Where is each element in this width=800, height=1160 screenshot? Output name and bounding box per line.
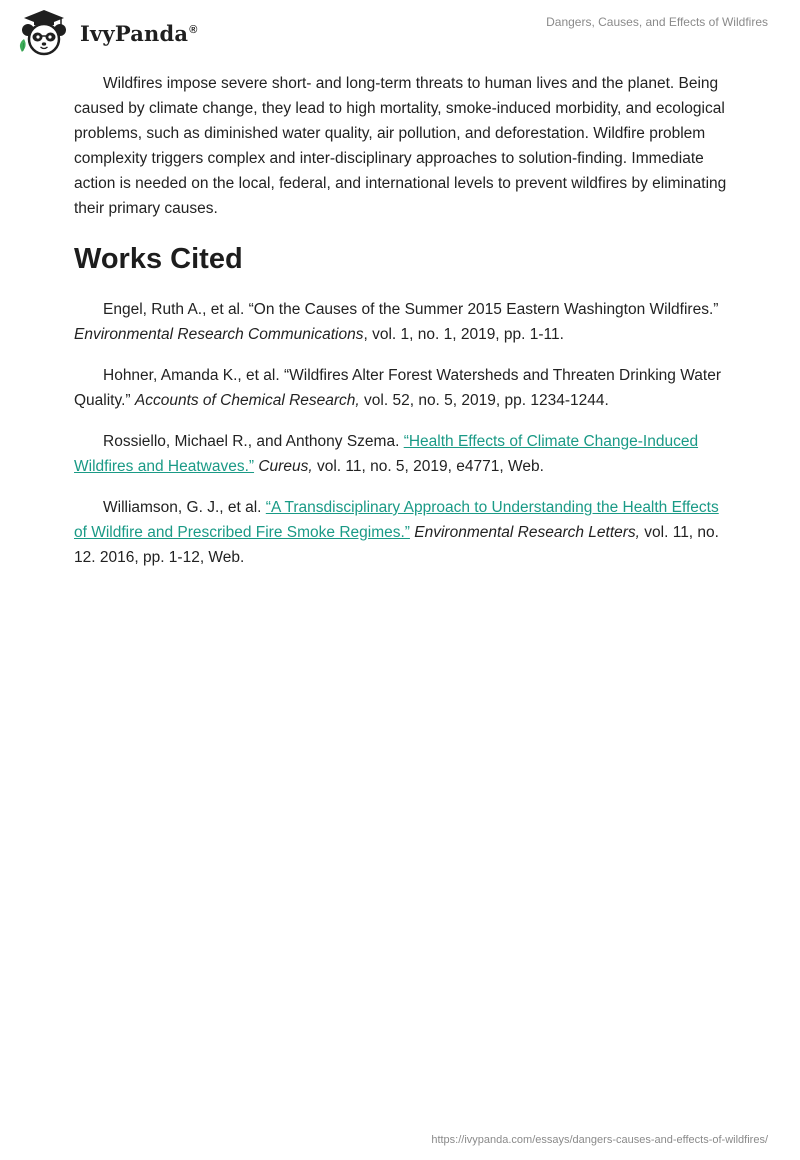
citation-authors: Williamson, G. J., et al. [103, 499, 266, 516]
document-content [74, 71, 734, 586]
citation-journal: Accounts of Chemical Research, [134, 392, 360, 409]
citation-details: , vol. 1, no. 1, 2019, pp. 1-11. [363, 326, 564, 343]
citation-authors: Engel, Ruth A., et al. [103, 301, 249, 318]
panda-graduate-logo-icon [14, 8, 74, 56]
logo-wordmark [80, 21, 198, 46]
document-title: Dangers, Causes, and Effects of Wildfires [546, 15, 768, 29]
page-header [0, 0, 800, 64]
citation-rossiello [74, 429, 734, 479]
works-cited-heading: Works Cited [74, 243, 243, 275]
citation-authors: Hohner, Amanda K., et al. [103, 367, 284, 384]
citation-journal: Environmental Research Communications [74, 326, 364, 343]
citation-link[interactable]: “Health Effects of Climate Change-Induced Wildfires and Heatwaves.” [74, 433, 699, 475]
registered-mark: ® [189, 23, 198, 36]
conclusion-paragraph: Wildfires impose severe short- and long-term threats to human lives and the planet. Being caused by climate change, they lead to high mortality, smoke-induced morbidity, and ecological problems, such as diminished water quality, air pollution, and deforestation. Wildfire problem complexity triggers complex and inter-disciplinary approaches to solution-finding. Immediate action is needed on the local, federal, and international levels to prevent wildfires by eliminating their primary causes. [74, 75, 727, 217]
footer-url[interactable]: https://ivypanda.com/essays/dangers-causes-and-effects-of-wildfires/ [431, 1134, 768, 1146]
citation-hohner [74, 363, 734, 413]
works-cited-list [74, 297, 734, 570]
citation-authors: Rossiello, Michael R., and Anthony Szema. [103, 433, 404, 450]
citation-details: vol. 11, no. 12. 2016, pp. 1-12, Web. [74, 524, 719, 566]
citation-title: “Wildfires Alter Forest Watersheds and Threaten Drinking Water Quality.” [74, 367, 721, 409]
ivypanda-logo[interactable] [14, 8, 198, 56]
citation-details: vol. 52, no. 5, 2019, pp. 1234-1244. [359, 392, 609, 409]
logo-text: IvyPanda [80, 20, 189, 46]
citation-williamson [74, 495, 734, 570]
citation-link[interactable]: “A Transdisciplinary Approach to Understanding the Health Effects of Wildfire and Prescribed Fire Smoke Regimes.” [74, 499, 719, 541]
citation-title: “On the Causes of the Summer 2015 Eastern Washington Wildfires.” [248, 301, 719, 318]
citation-journal: Cureus, [254, 458, 313, 475]
citation-engel [74, 297, 734, 347]
citation-details: vol. 11, no. 5, 2019, e4771, Web. [312, 458, 544, 475]
citation-journal: Environmental Research Letters, [409, 524, 640, 541]
